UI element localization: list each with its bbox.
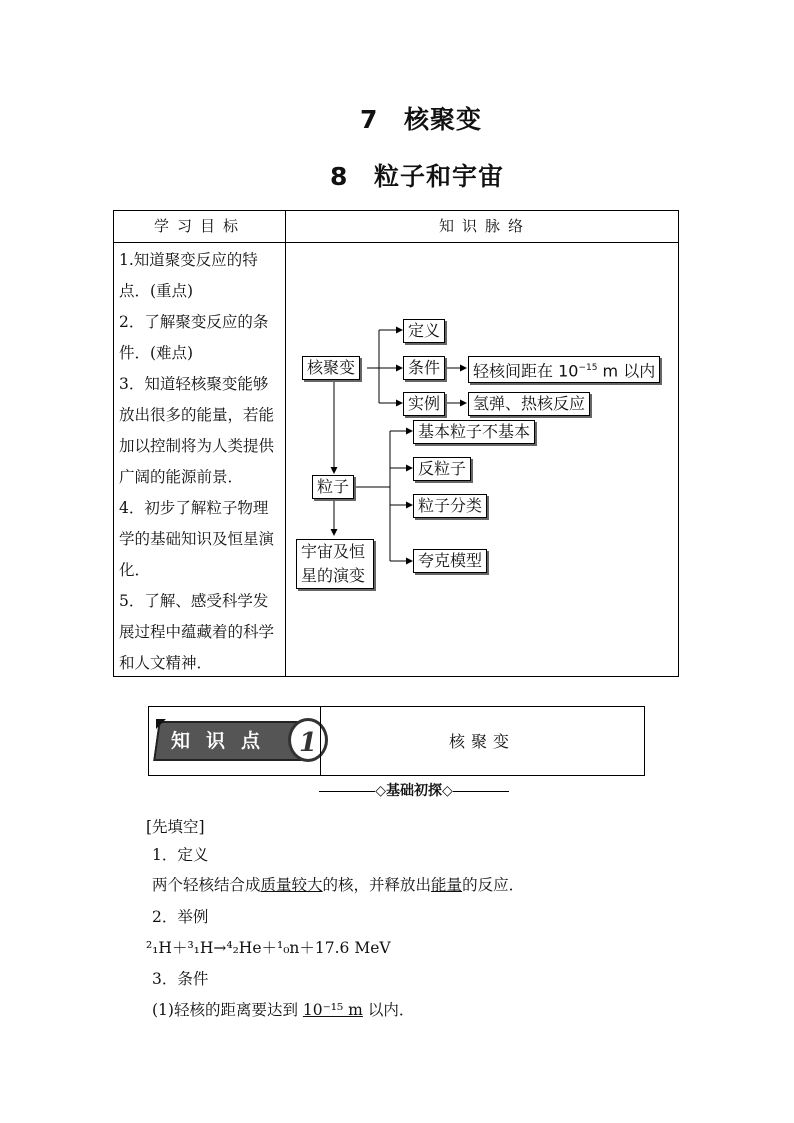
banner-divider — [320, 707, 321, 775]
node-example: 实例 — [403, 392, 445, 416]
node-example-detail: 氢弹、热核反应 — [468, 392, 590, 416]
knowledge-point-number: 1 — [288, 718, 328, 762]
node-particle-item: 基本粒子不基本 — [413, 420, 535, 444]
rule-left — [319, 791, 375, 792]
knowledge-point-banner — [148, 706, 645, 776]
node-particle-item: 夸克模型 — [413, 549, 487, 573]
fill-blank-label: [先填空] — [146, 818, 205, 836]
goal-item: 3．知道轻核聚变能够放出很多的能量，若能加以控制将为人类提供广阔的能源前景． — [119, 375, 275, 486]
node-particle: 粒子 — [312, 475, 354, 499]
definition-text: 两个轻核结合成质量较大的核，并释放出能量的反应． — [152, 876, 525, 894]
objectives-table — [113, 210, 679, 677]
heading-definition: 1．定义 — [152, 846, 209, 864]
node-condition: 条件 — [403, 356, 445, 380]
goal-item: 4．初步了解粒子物理学的基础知识及恒星演化． — [119, 499, 275, 579]
node-universe: 宇宙及恒星的演变 — [296, 539, 374, 589]
blank-answer: 10⁻¹⁵ m — [302, 1001, 363, 1019]
chapter-number: 8 — [330, 162, 349, 191]
header-learning-goals: 学习目标 — [154, 217, 247, 235]
goal-item: 1.知道聚变反应的特点．(重点) — [119, 251, 258, 300]
chapter-title: 核聚变 — [404, 105, 483, 134]
condition-text: (1)轻核的距离要达到 10⁻¹⁵ m 以内． — [152, 1001, 415, 1019]
node-definition: 定义 — [403, 319, 445, 343]
heading-condition: 3．条件 — [152, 970, 209, 988]
section-label: ◇基础初探◇ — [375, 783, 453, 799]
title-line-2 — [330, 157, 504, 193]
chapter-number: 7 — [360, 105, 379, 134]
blank-answer: 质量较大 — [260, 876, 323, 894]
fusion-equation: ²₁H＋³₁H→⁴₂He＋¹₀n＋17.6 MeV — [146, 939, 391, 957]
rule-right — [453, 791, 509, 792]
goal-item: 5．了解、感受科学发展过程中蕴藏着的科学和人文精神． — [119, 592, 275, 672]
chapter-title: 粒子和宇宙 — [374, 162, 505, 191]
node-condition-detail: 轻核间距在 $10^{-15}$ m 以内 — [468, 356, 660, 383]
header-knowledge-map: 知识脉络 — [439, 217, 532, 235]
node-nuclear-fusion: 核聚变 — [302, 356, 360, 380]
title-line-1 — [360, 100, 482, 136]
knowledge-flow-connectors — [114, 211, 680, 678]
section-label-row — [302, 780, 526, 800]
goal-item: 2．了解聚变反应的条件．(难点) — [119, 313, 269, 362]
corner-triangle-icon — [156, 719, 166, 729]
knowledge-point-title: 核聚变 — [449, 732, 516, 751]
blank-answer: 能量 — [431, 876, 463, 894]
knowledge-point-label: 知识点 — [171, 730, 277, 752]
node-particle-item: 反粒子 — [413, 457, 471, 481]
node-particle-item: 粒子分类 — [413, 494, 487, 518]
heading-example: 2．举例 — [152, 908, 209, 926]
